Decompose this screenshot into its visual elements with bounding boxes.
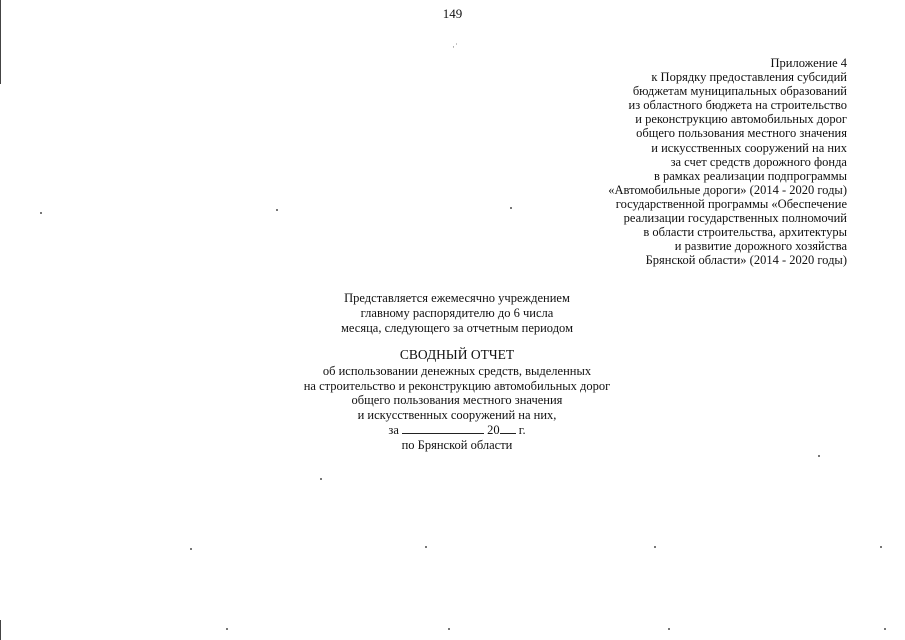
scan-speck [818, 455, 820, 457]
scan-speck [654, 546, 656, 548]
appendix-line: бюджетам муниципальных образований [632, 84, 847, 99]
report-body [227, 364, 687, 453]
period-blank-month [402, 422, 484, 434]
page-number: 149 [442, 6, 463, 21]
scan-speck [40, 212, 42, 214]
submission-note [257, 291, 657, 336]
appendix-line: государственной программы «Обеспечение [615, 196, 847, 211]
submission-line: месяца, следующего за отчетным периодом [341, 321, 573, 335]
appendix-line: и реконструкцию автомобильных дорог [635, 112, 847, 127]
report-period [227, 422, 687, 438]
scan-speck [190, 548, 192, 550]
report-line: общего пользования местного значения [351, 393, 563, 408]
period-blank-year [500, 422, 516, 434]
appendix-line: Приложение 4 [770, 56, 847, 70]
appendix-line: и развитие дорожного хозяйства [674, 239, 847, 254]
appendix-line: в рамках реализации подпрограммы [653, 168, 847, 183]
scan-speck [668, 628, 670, 630]
appendix-line: «Автомобильные дороги» (2014 - 2020 годы) [608, 182, 847, 197]
period-suffix: г. [518, 423, 526, 438]
scan-speck [425, 546, 427, 548]
report-region: по Брянской области [401, 437, 513, 452]
report-line: на строительство и реконструкцию автомобильных дорог [303, 378, 611, 393]
scan-speck [448, 628, 450, 630]
scan-speck [884, 628, 886, 630]
appendix-line: реализации государственных полномочий [623, 211, 847, 226]
scan-artifact: ·˙ [452, 42, 458, 52]
scan-speck [276, 209, 278, 211]
appendix-line: общего пользования местного значения [636, 126, 847, 141]
submission-line: Представляется ежемесячно учреждением [344, 291, 570, 305]
report-line: и искусственных сооружений на них, [357, 407, 557, 422]
scan-left-edge-bottom [0, 620, 1, 640]
appendix-line: за счет средств дорожного фонда [670, 154, 847, 169]
report-line: об использовании денежных средств, выделенных [322, 364, 592, 378]
period-prefix: за [388, 423, 399, 438]
appendix-line: из областного бюджета на строительство [628, 98, 847, 113]
scan-speck [510, 207, 512, 209]
appendix-line: Брянской области» (2014 - 2020 годы) [645, 253, 847, 268]
appendix-line: в области строительства, архитектуры [643, 225, 847, 240]
scan-speck [880, 546, 882, 548]
scan-speck [320, 478, 322, 480]
scan-speck [226, 628, 228, 630]
submission-line: главному распорядителю до 6 числа [360, 306, 554, 320]
appendix-line: к Порядку предоставления субсидий [651, 70, 847, 85]
period-year-prefix: 20 [487, 423, 500, 438]
appendix-block [547, 56, 847, 267]
report-title: СВОДНЫЙ ОТЧЕТ [399, 347, 515, 362]
appendix-line: и искусственных сооружений на них [651, 140, 847, 155]
